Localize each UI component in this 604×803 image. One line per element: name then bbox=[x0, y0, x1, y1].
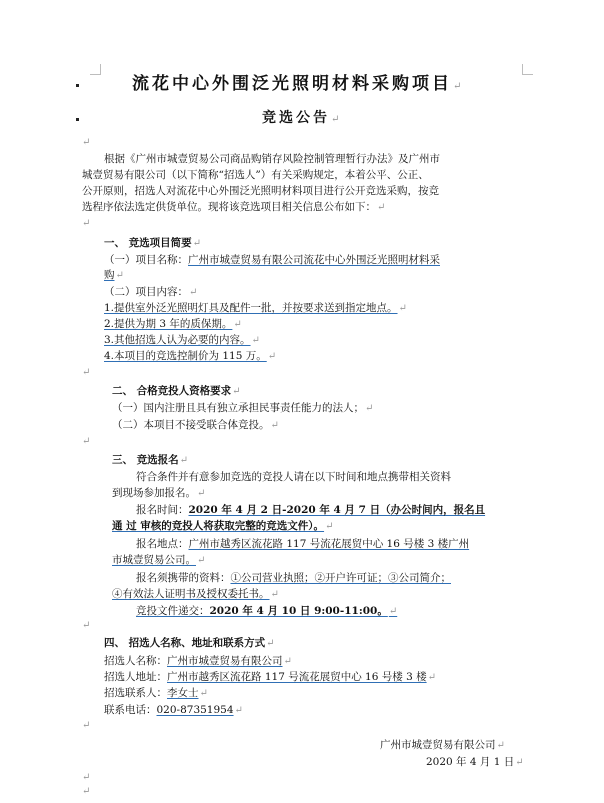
registration-para: 到现场参加报名。↵ bbox=[112, 487, 206, 499]
contact-phone: 联系电话：020-87351954↵ bbox=[104, 704, 243, 716]
qualification-item: （一）国内注册且具有独立承担民事责任能力的法人；↵ bbox=[112, 402, 374, 414]
section1-heading: 一、 竞选项目简要↵ bbox=[104, 237, 202, 249]
paragraph-mark-icon: ↵ bbox=[82, 620, 91, 631]
registration-place-cont: 市城壹贸易公司。↵ bbox=[112, 554, 206, 566]
contact-name: 招选人名称：广州市城壹贸易有限公司↵ bbox=[104, 655, 292, 667]
list-bullet-icon bbox=[76, 84, 79, 87]
paragraph-mark-icon: ↵ bbox=[82, 772, 91, 783]
intro-line: 根据《广州市城壹贸易公司商品购销存风险控制管理暂行办法》及广州市 bbox=[104, 153, 440, 165]
contact-person: 招选联系人：李女士↵ bbox=[104, 687, 208, 699]
intro-line: 城壹贸易有限公司（以下简称“招选人”）有关采购规定，本着公平、公正、 bbox=[82, 169, 429, 181]
paragraph-mark-icon: ↵ bbox=[82, 786, 91, 797]
registration-place: 报名地点：广州市越秀区流花路 117 号流花展贸中心 16 号楼 3 楼广州 bbox=[136, 538, 470, 550]
section2-heading: 二、 合格竞投人资格要求↵ bbox=[112, 385, 241, 397]
list-bullet-icon bbox=[76, 118, 79, 121]
signature-date: 2020 年 4 月 1 日↵ bbox=[426, 756, 524, 768]
paragraph-mark-icon: ↵ bbox=[82, 367, 91, 378]
content-item: 2.提供为期 3 年的质保期。↵ bbox=[104, 318, 242, 330]
registration-time-cont: 通 过 审核的竞投人将获取完整的竞选文件）。↵ bbox=[112, 520, 334, 532]
intro-line: 选程序依法选定供货单位。现将该竞选项目相关信息公布如下：↵ bbox=[82, 201, 386, 213]
crop-mark-top-left bbox=[90, 64, 101, 75]
signature-company: 广州市城壹贸易有限公司↵ bbox=[380, 739, 505, 751]
content-item: 4.本项目的竞选控制价为 115 万。↵ bbox=[104, 350, 277, 362]
registration-para: 符合条件并有意参加竞选的竞投人请在以下时间和地点携带相关资料 bbox=[136, 471, 451, 483]
required-documents: 报名须携带的资料：①公司营业执照；②开户许可证；③公司简介； bbox=[136, 572, 451, 584]
project-name-cont: 购↵ bbox=[104, 269, 124, 281]
project-content-label: （二）项目内容：↵ bbox=[104, 286, 198, 298]
paragraph-mark-icon: ↵ bbox=[82, 720, 91, 731]
paragraph-mark-icon: ↵ bbox=[82, 218, 91, 229]
qualification-item: （二）本项目不接受联合体竞投。↵ bbox=[112, 419, 279, 431]
content-item: 3.其他招选人认为必要的内容。↵ bbox=[104, 334, 260, 346]
submission-time: 竞投文件递交：2020 年 4 月 10 日 9:00-11:00。↵ bbox=[136, 605, 398, 617]
crop-mark-top-right bbox=[522, 64, 533, 75]
paragraph-mark-icon: ↵ bbox=[82, 436, 91, 447]
paragraph-mark-icon: ↵ bbox=[82, 137, 91, 148]
section4-heading: 四、 招选人名称、地址和联系方式↵ bbox=[104, 637, 275, 649]
registration-time: 报名时间：2020 年 4 月 2 日-2020 年 4 月 7 日（办公时间内，报名且 bbox=[136, 504, 486, 516]
intro-line: 公开原则，招选人对流花中心外围泛光照明材料项目进行公开竞选采购，按竞 bbox=[82, 185, 439, 197]
document-title: 流花中心外围泛光照明材料采购项目↵ bbox=[132, 74, 465, 94]
content-item: 1.提供室外泛光照明灯具及配件一批，并按要求送到指定地点。↵ bbox=[104, 302, 407, 314]
project-name: （一）项目名称：广州市城壹贸易有限公司流花中心外围泛光照明材料采 bbox=[104, 254, 440, 266]
section3-heading: 三、 竞选报名↵ bbox=[112, 454, 189, 466]
required-documents-cont: ④有效法人证明书及授权委托书。↵ bbox=[112, 588, 279, 600]
document-subtitle: 竞选公告↵ bbox=[262, 110, 343, 126]
contact-address: 招选人地址：广州市越秀区流花路 117 号流花展贸中心 16 号楼 3 楼↵ bbox=[104, 671, 436, 683]
